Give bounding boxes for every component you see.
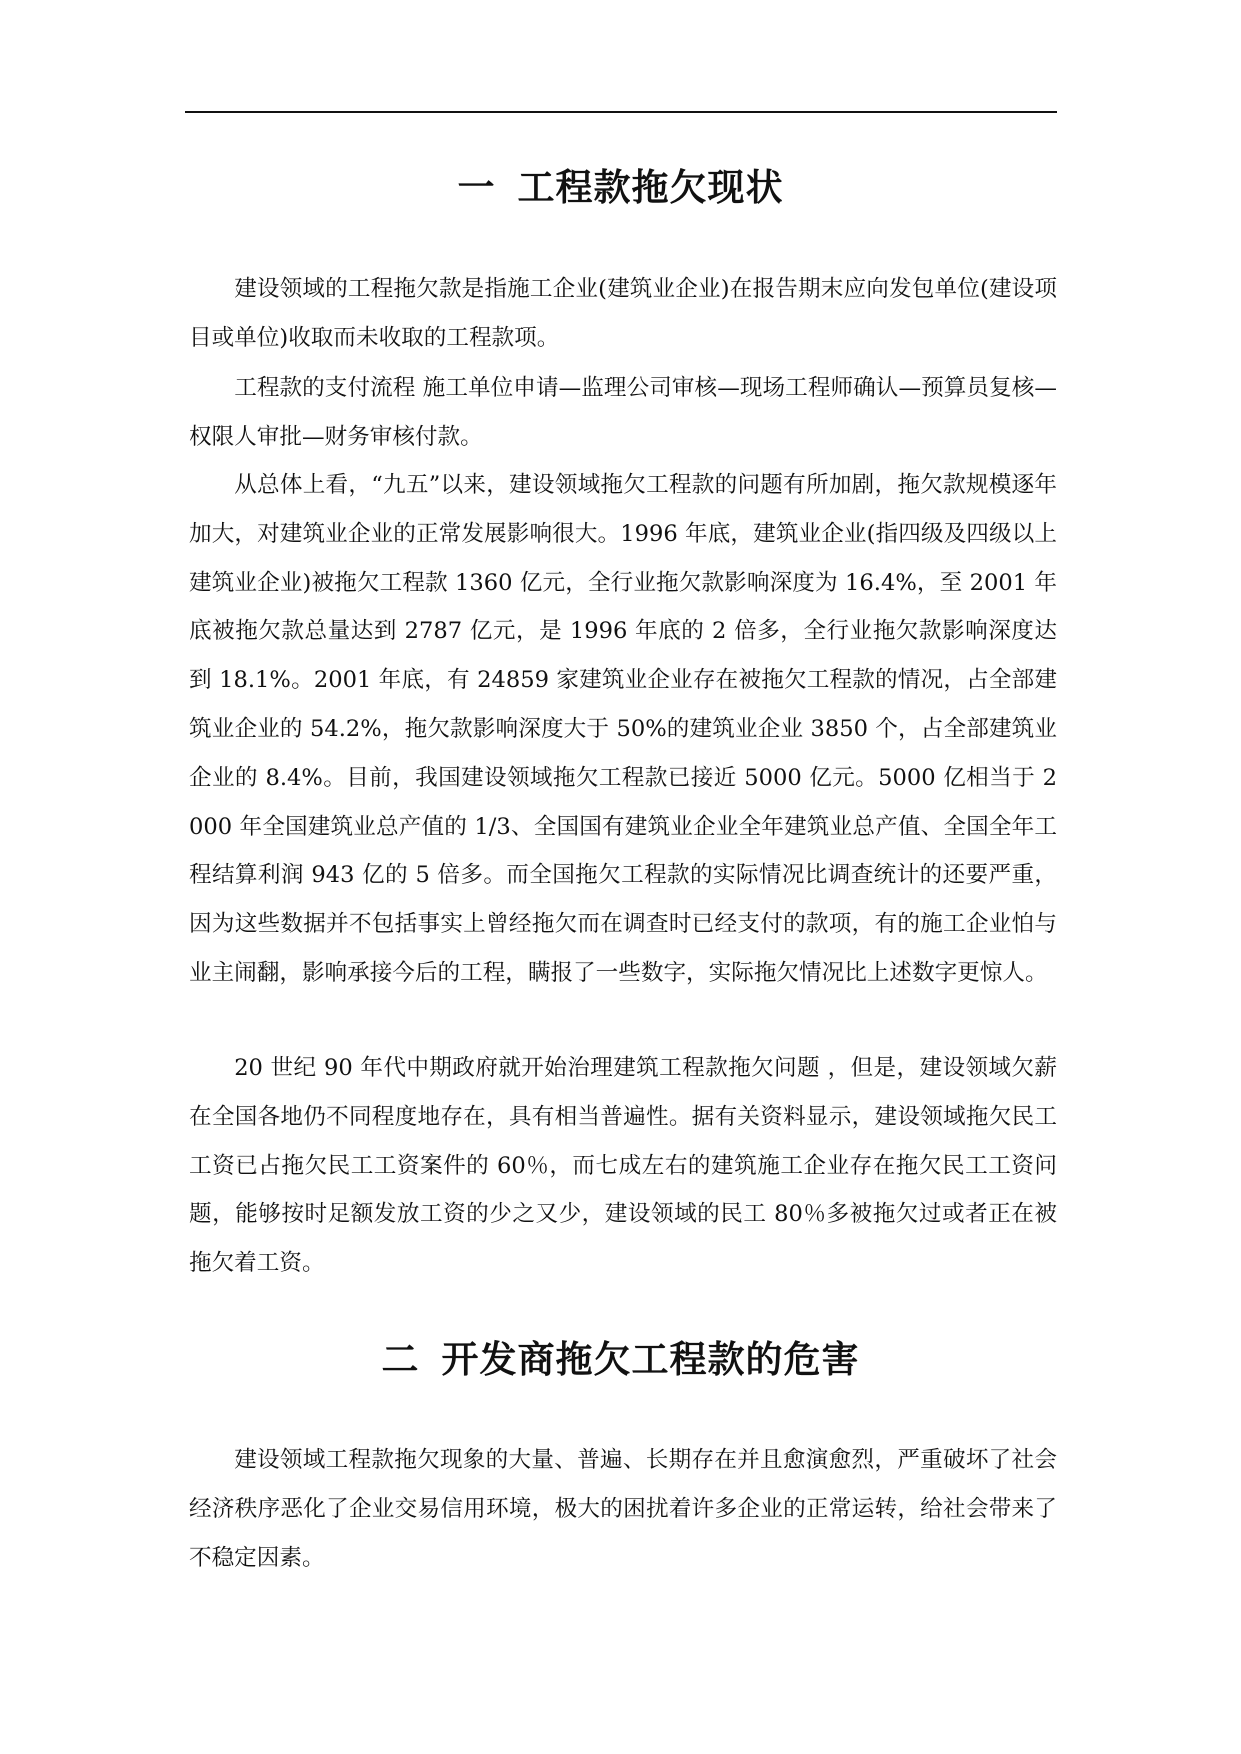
section-title: 开发商拖欠工程款的危害 [441,1338,860,1381]
section-heading-2 [0,1335,1241,1385]
paragraph: 建设领域的工程拖欠款是指施工企业(建筑业企业)在报告期末应向发包单位(建设项目或单位)收取而未收取的工程款项。 [189,276,1057,351]
section-number: 一 [457,166,496,209]
paragraph: 工程款的支付流程 施工单位申请—监理公司审核—现场工程师确认—预算员复核—权限人审批—财务审核付款。 [189,375,1057,450]
paragraph: 建设领域工程款拖欠现象的大量、普遍、长期存在并且愈演愈烈，严重破坏了社会经济秩序恶化了企业交易信用环境，极大的困扰着许多企业的正常运转，给社会带来了不稳定因素。 [189,1447,1057,1571]
paragraph: 20 世纪 90 年代中期政府就开始治理建筑工程款拖欠问题 ，但是，建设领域欠薪在全国各地仍不同程度地存在，具有相当普遍性。据有关资料显示，建设领域拖欠民工工资已占拖欠民工工资案件的 60％，而七成左右的建筑施工企业存在拖欠民工工资问题，能够按时足额发放工资的少之又少，建设领域的民工 80％多被拖欠过或者正在被拖欠着工资。 [189,1055,1057,1277]
header-rule [185,111,1057,113]
paragraph: 从总体上看，“九五”以来，建设领域拖欠工程款的问题有所加剧，拖欠款规模逐年加大，对建筑业企业的正常发展影响很大。1996 年底，建筑业企业(指四级及四级以上建筑业企业)被拖欠工程款 1360 亿元，全行业拖欠款影响深度为 16.4%，至 2001 年底被拖欠款总量达到 2787 亿元，是 1996 年底的 2 倍多，全行业拖欠款影响深度达到 18.1%。2001 年底，有 24859 家建筑业企业存在被拖欠工程款的情况，占全部建筑业企业的 54.2%，拖欠款影响深度大于 50%的建筑业企业 3850 个，占全部建筑业企业的 8.4%。目前，我国建设领域拖欠工程款已接近 5000 亿元。5000 亿相当于 2000 年全国建筑业总产值的 1/3、全国国有建筑业企业全年建筑业总产值、全国全年工程结算利润 943 亿的 5 倍多。而全国拖欠工程款的实际情况比调查统计的还要严重，因为这些数据并不包括事实上曾经拖欠而在调查时已经支付的款项，有的施工企业怕与业主闹翻，影响承接今后的工程，瞒报了一些数字，实际拖欠情况比上述数字更惊人。 [189,472,1057,986]
section-title: 工程款拖欠现状 [517,166,784,209]
section-number: 二 [381,1338,420,1381]
section-heading-1 [0,163,1241,213]
